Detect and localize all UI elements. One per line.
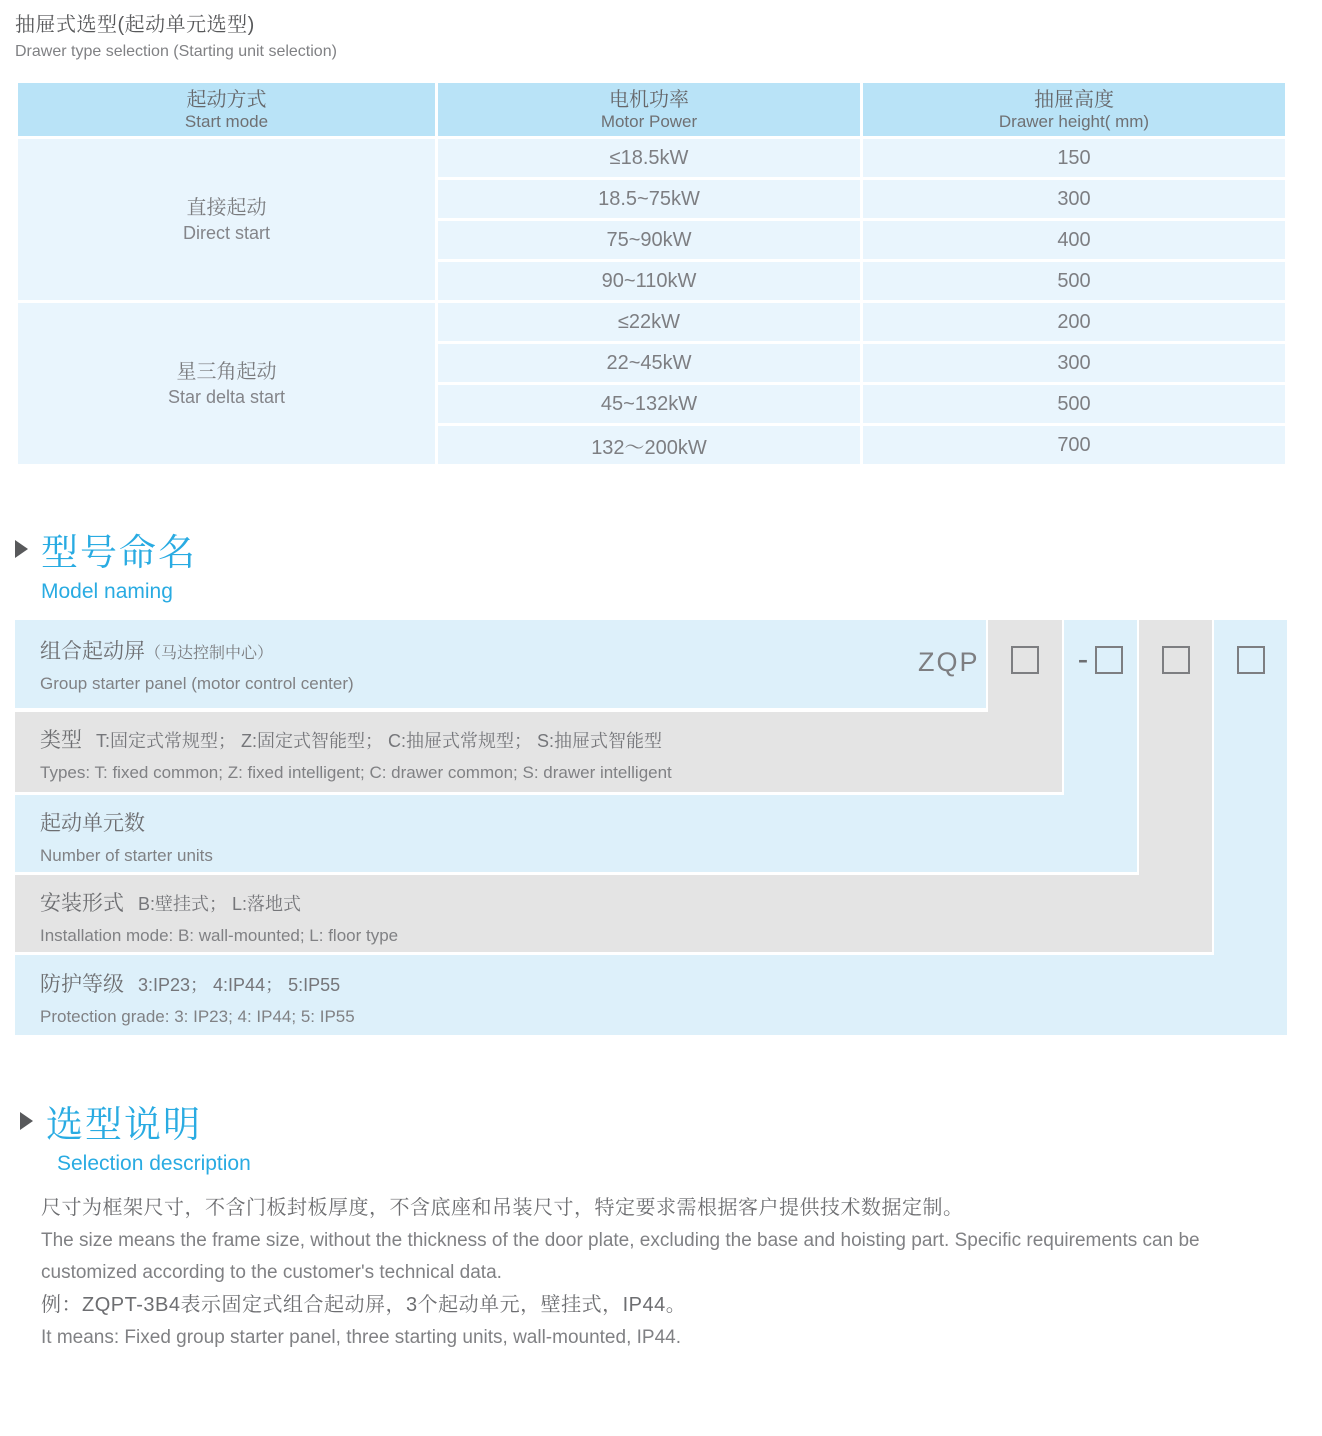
mode-en: Direct start [182,222,270,243]
power-cell: 45~132kW [437,384,862,425]
col-header-drawer-height-zh: 抽屉高度 [1034,88,1114,111]
naming-row-base [15,620,986,708]
mode-en: Star delta start [167,386,286,407]
mode-zh: 直接起动 [186,196,267,219]
base-en: Group starter panel (motor control center) [40,674,354,693]
protection-en: Protection grade: 3: IP23; 4: IP44; 5: IP55 [40,1007,355,1026]
power-cell: 22~45kW [437,343,862,384]
model-code-prefix: ZQP [918,647,980,677]
col-header-start-mode-en: Start mode [184,111,269,131]
height-cell: 400 [862,220,1287,261]
power-cell: 75~90kW [437,220,862,261]
col-header-motor-power-zh: 电机功率 [609,88,689,111]
height-cell: 500 [862,384,1287,425]
base-zh-paren: （马达控制中心） [145,645,274,662]
power-cell: 90~110kW [437,261,862,302]
selection-description-title-zh: 选型说明 [46,1104,202,1145]
naming-row-units [15,795,1137,872]
mode-zh: 星三角起动 [176,360,277,383]
model-naming-diagram [15,620,1287,1035]
table-row [17,302,1287,343]
selection-description-title-en: Selection description [57,1152,251,1175]
height-cell: 150 [862,138,1287,179]
page-title-en: Drawer type selection (Starting unit selection) [15,43,337,60]
col-header-start-mode [17,82,437,138]
page-title-zh: 抽屉式选型(起动单元选型) [15,14,255,36]
power-cell: 18.5~75kW [437,179,862,220]
type-detail-zh: T:固定式常规型； Z:固定式智能型； C:抽屉式常规型； S:抽屉式智能型 [96,731,663,751]
col-header-motor-power-en: Motor Power [600,111,698,131]
power-cell: ≤22kW [437,302,862,343]
page-title [15,8,337,61]
code-placeholder-box [1011,646,1039,674]
height-cell: 300 [862,179,1287,220]
col-header-motor-power [437,82,862,138]
mode-cell-direct-start [17,138,437,302]
height-cell: 200 [862,302,1287,343]
section-arrow-icon [20,1112,33,1130]
drawer-selection-table [15,80,1288,467]
code-dash: - [1077,641,1089,677]
mode-cell-star-delta-start [17,302,437,466]
selection-description-text [41,1192,1293,1354]
code-placeholder-box [1162,646,1190,674]
model-naming-heading [15,522,197,604]
section-arrow-icon [15,540,28,558]
power-cell: 132～200kW [437,425,862,466]
naming-row-protection [15,955,1287,1035]
code-placeholder-box [1095,646,1123,674]
installation-label-zh: 安装形式 [40,892,124,915]
naming-row-installation [15,875,1212,952]
code-placeholder-box [1237,646,1265,674]
installation-en: Installation mode: B: wall-mounted; L: floor type [40,926,399,945]
type-label-zh: 类型 [40,729,82,752]
desc-line2-zh: 例：ZQPT-3B4表示固定式组合起动屏，3个起动单元，壁挂式，IP44。 [41,1294,687,1316]
col-header-drawer-height-en: Drawer height( mm) [998,111,1150,131]
height-cell: 700 [862,425,1287,466]
height-cell: 300 [862,343,1287,384]
model-naming-title-zh: 型号命名 [41,532,197,573]
col-header-start-mode-zh: 起动方式 [186,88,267,111]
installation-detail-zh: B:壁挂式； L:落地式 [138,894,302,914]
height-cell: 500 [862,261,1287,302]
desc-line1-zh: 尺寸为框架尺寸，不含门板封板厚度，不含底座和吊装尺寸，特定要求需根据客户提供技术数据定制。 [41,1197,964,1219]
desc-line2-en: It means: Fixed group starter panel, three starting units, wall-mounted, IP44. [41,1327,681,1348]
units-label-zh: 起动单元数 [40,812,145,835]
units-en: Number of starter units [40,846,213,865]
power-cell: ≤18.5kW [437,138,862,179]
type-en: Types: T: fixed common; Z: fixed intelligent; C: drawer common; S: drawer intelligent [40,763,672,782]
col-header-drawer-height [862,82,1287,138]
naming-row-type [15,712,1062,792]
selection-description-heading [20,1094,251,1176]
table-header-row [17,82,1287,138]
model-naming-title-en: Model naming [41,580,173,603]
table-row [17,138,1287,179]
desc-line1-en: The size means the frame size, without the thickness of the door plate, excluding the base and hoisting part. Specific requirements can be customized according to the customer's technical data. [41,1230,1200,1283]
protection-detail-zh: 3:IP23； 4:IP44； 5:IP55 [138,975,341,995]
base-zh: 组合起动屏 [40,640,145,663]
protection-label-zh: 防护等级 [40,973,124,996]
